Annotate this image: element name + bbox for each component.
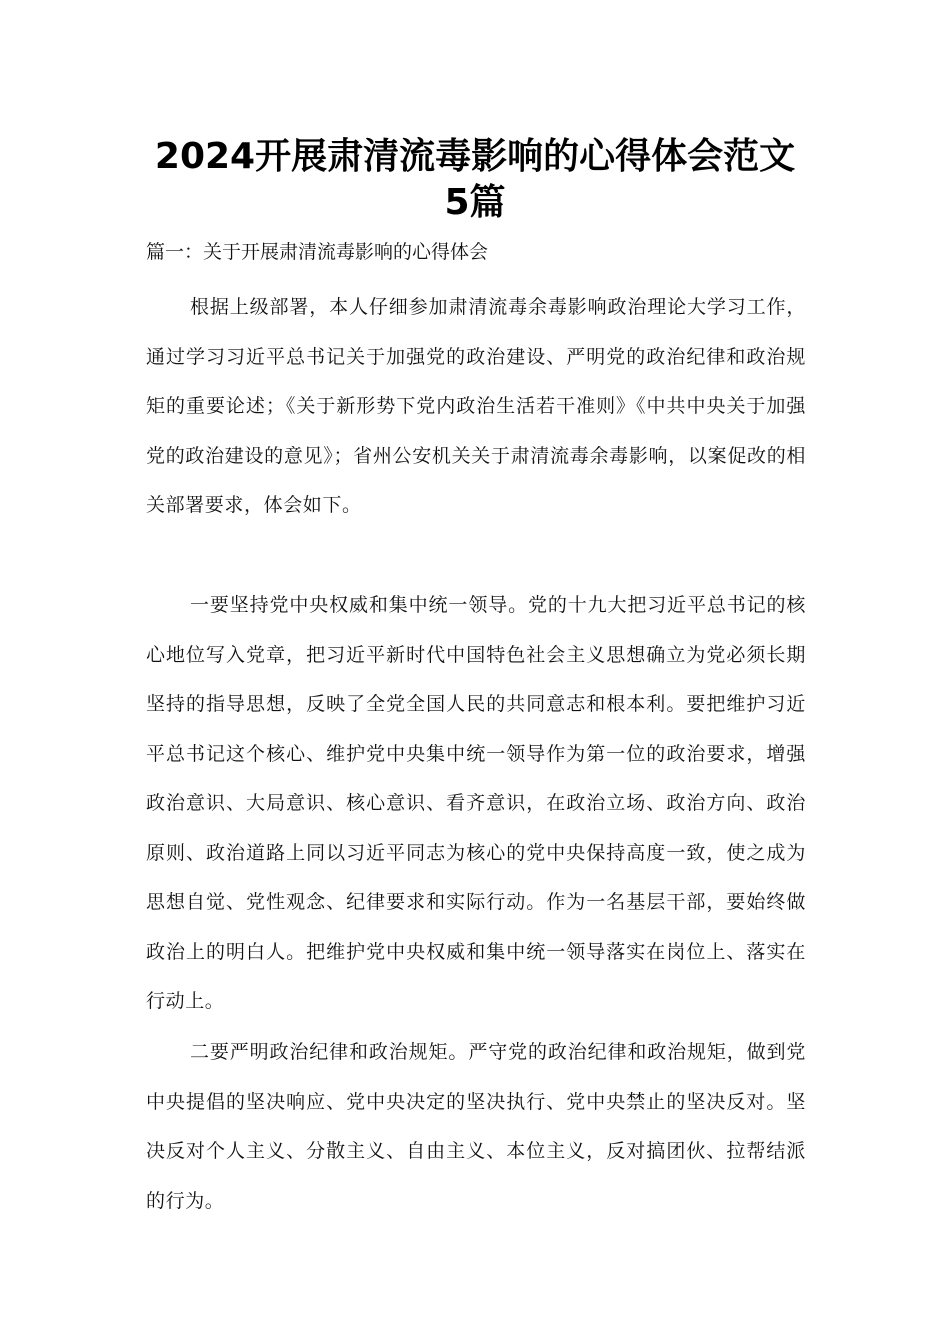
- body-paragraph-2: 一要坚持党中央权威和集中统一领导。党的十九大把习近平总书记的核心地位写入党章，把习近平新时代中国特色社会主义思想确立为党必须长期坚持的指导思想，反映了全党全国人民的共同意志和根本利。要把维护习近平总书记这个核心、维护党中央集中统一领导作为第一位的政治要求，增强政治意识、大局意识、核心意识、看齐意识，在政治立场、政治方向、政治原则、政治道路上同以习近平同志为核心的党中央保持高度一致，使之成为思想自觉、党性观念、纪律要求和实际行动。作为一名基层干部，要始终做政治上的明白人。把维护党中央权威和集中统一领导落实在岗位上、落实在行动上。: [146, 594, 806, 1012]
- body-paragraph-3: 二要严明政治纪律和政治规矩。严守党的政治纪律和政治规矩，做到党中央提倡的坚决响应、党中央决定的坚决执行、党中央禁止的坚决反对。坚决反对个人主义、分散主义、自由主义、本位主义，反对搞团伙、拉帮结派的行为。: [146, 1041, 806, 1212]
- body-paragraph-1: 根据上级部署，本人仔细参加肃清流毒余毒影响政治理论大学习工作，通过学习习近平总书记关于加强党的政治建设、严明党的政治纪律和政治规矩的重要论述；《关于新形势下党内政治生活若干准则》《中共中央关于加强党的政治建设的意见》；省州公安机关关于肃清流毒余毒影响，以案促改的相关部署要求，体会如下。: [146, 296, 806, 516]
- document-title-line-1: 2024开展肃清流毒影响的心得体会范文: [154, 136, 796, 177]
- document-title-line-2: 5篇: [444, 182, 506, 223]
- section-heading: 篇一：关于开展肃清流毒影响的心得体会: [146, 241, 489, 263]
